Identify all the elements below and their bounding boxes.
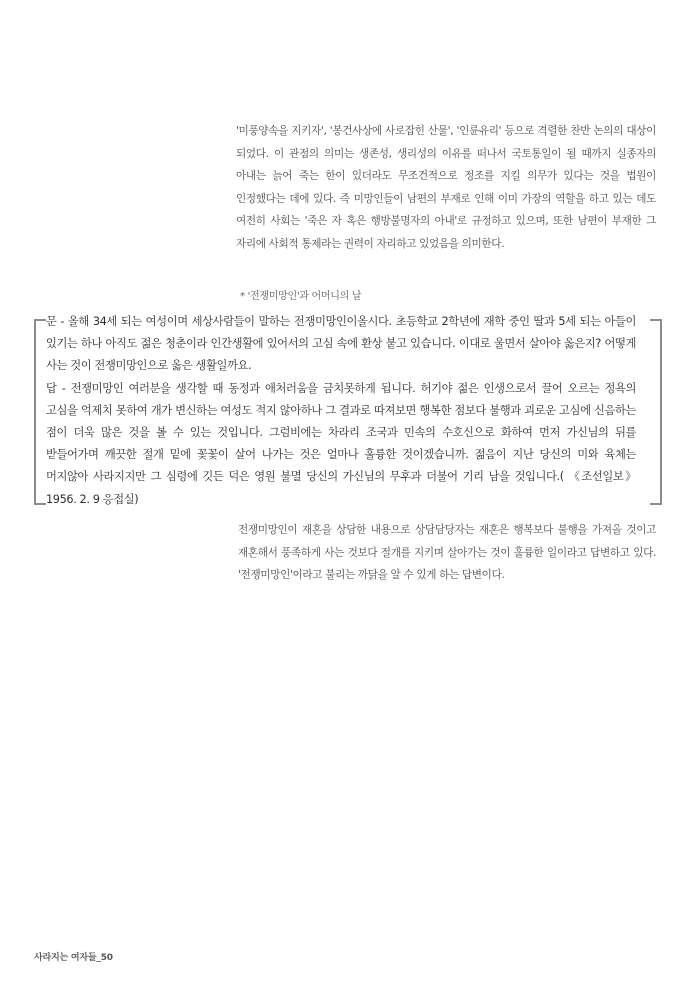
quote-text [46,311,636,511]
right-bracket-decoration [650,319,662,505]
closing-paragraph: 전쟁미망인이 재혼을 상담한 내용으로 상담담당자는 재혼은 행복보다 불행을 가져올 것이고 재혼해서 풍족하게 사는 것보다 절개를 지키며 살아가는 것이 훌륭한 일이라고 답변하고 있다. '전쟁미망인'이라고 불리는 까닭을 알 수 있게 하는 답변이다. [238,524,656,581]
quote-answer: 답 - 전쟁미망인 여러분을 생각할 때 동정과 애처러움을 금치못하게 됩니다. 허기야 젊은 인생으로서 끌어 오르는 정욕의 고심을 억제치 못하여 개가 변신하는 여성도 적지 않아하나 그 결과로 따져보면 행복한 점보다 불행과 괴로운 고심에 신음하는 점이 더욱 많은 것을 볼 수 있는 것입니다. 그럼비에는 차라리 조국과 민속의 수호신으로 화하여 먼저 가신님의 뒤를 받들어가며 깨끗한 절개 밑에 꽃꽃이 살어 나가는 것은 얼마나 훌륭한 것이겠습니까. 젊음이 지난 당신의 미와 육체는 머지않아 사라지지만 그 심령에 깃든 덕은 영원 불멸 당신의 가신님의 무후과 더불어 기리 남을 것입니다.( 《조선일보》 1956. 2. 9 응접실) [46,381,636,506]
quote-question: 문 - 올해 34세 되는 여성이며 세상사람들이 말하는 전쟁미망인이올시다. 초등학교 2학년에 재학 중인 딸과 5세 되는 아들이 있기는 하나 아직도 젊은 청춘이라 인간생활에 있어서의 고심 속에 환상 붙고 있습니다. 이대로 울면서 살아야 옳은지? 어떻게 사는 것이 전쟁미망인으로 옳은 생활일까요. [46,315,636,373]
section-caption: * '전쟁미망인'과 어머니의 날 [240,291,362,302]
quote-box [46,311,646,506]
left-bracket-decoration [34,319,46,505]
intro-paragraph: '미풍양속을 지키자', '봉건사상에 사로잡힌 산물', '인륜유리' 등으로 격렬한 찬반 논의의 대상이 되었다. 이 관점의 의미는 생존성, 생리성의 이유를 떠나서 국토통일이 될 때까지 실종자의 아내는 늙어 죽는 한이 있더라도 무조건적으로 정조를 지킬 의무가 있다는 것을 법원이 인정했다는 데에 있다. 즉 미망인들이 남편의 부재로 인해 이미 가장의 역할을 하고 있는 데도 여전히 사회는 '죽은 자 혹은 행방불명자의 아내'로 규정하고 있으며, 또한 남편이 부재한 그 자리에 사회적 통제라는 권력이 자리하고 있었음을 의미한다. [236,125,656,250]
page-footer: 사라지는 여자들_50 [34,953,113,963]
